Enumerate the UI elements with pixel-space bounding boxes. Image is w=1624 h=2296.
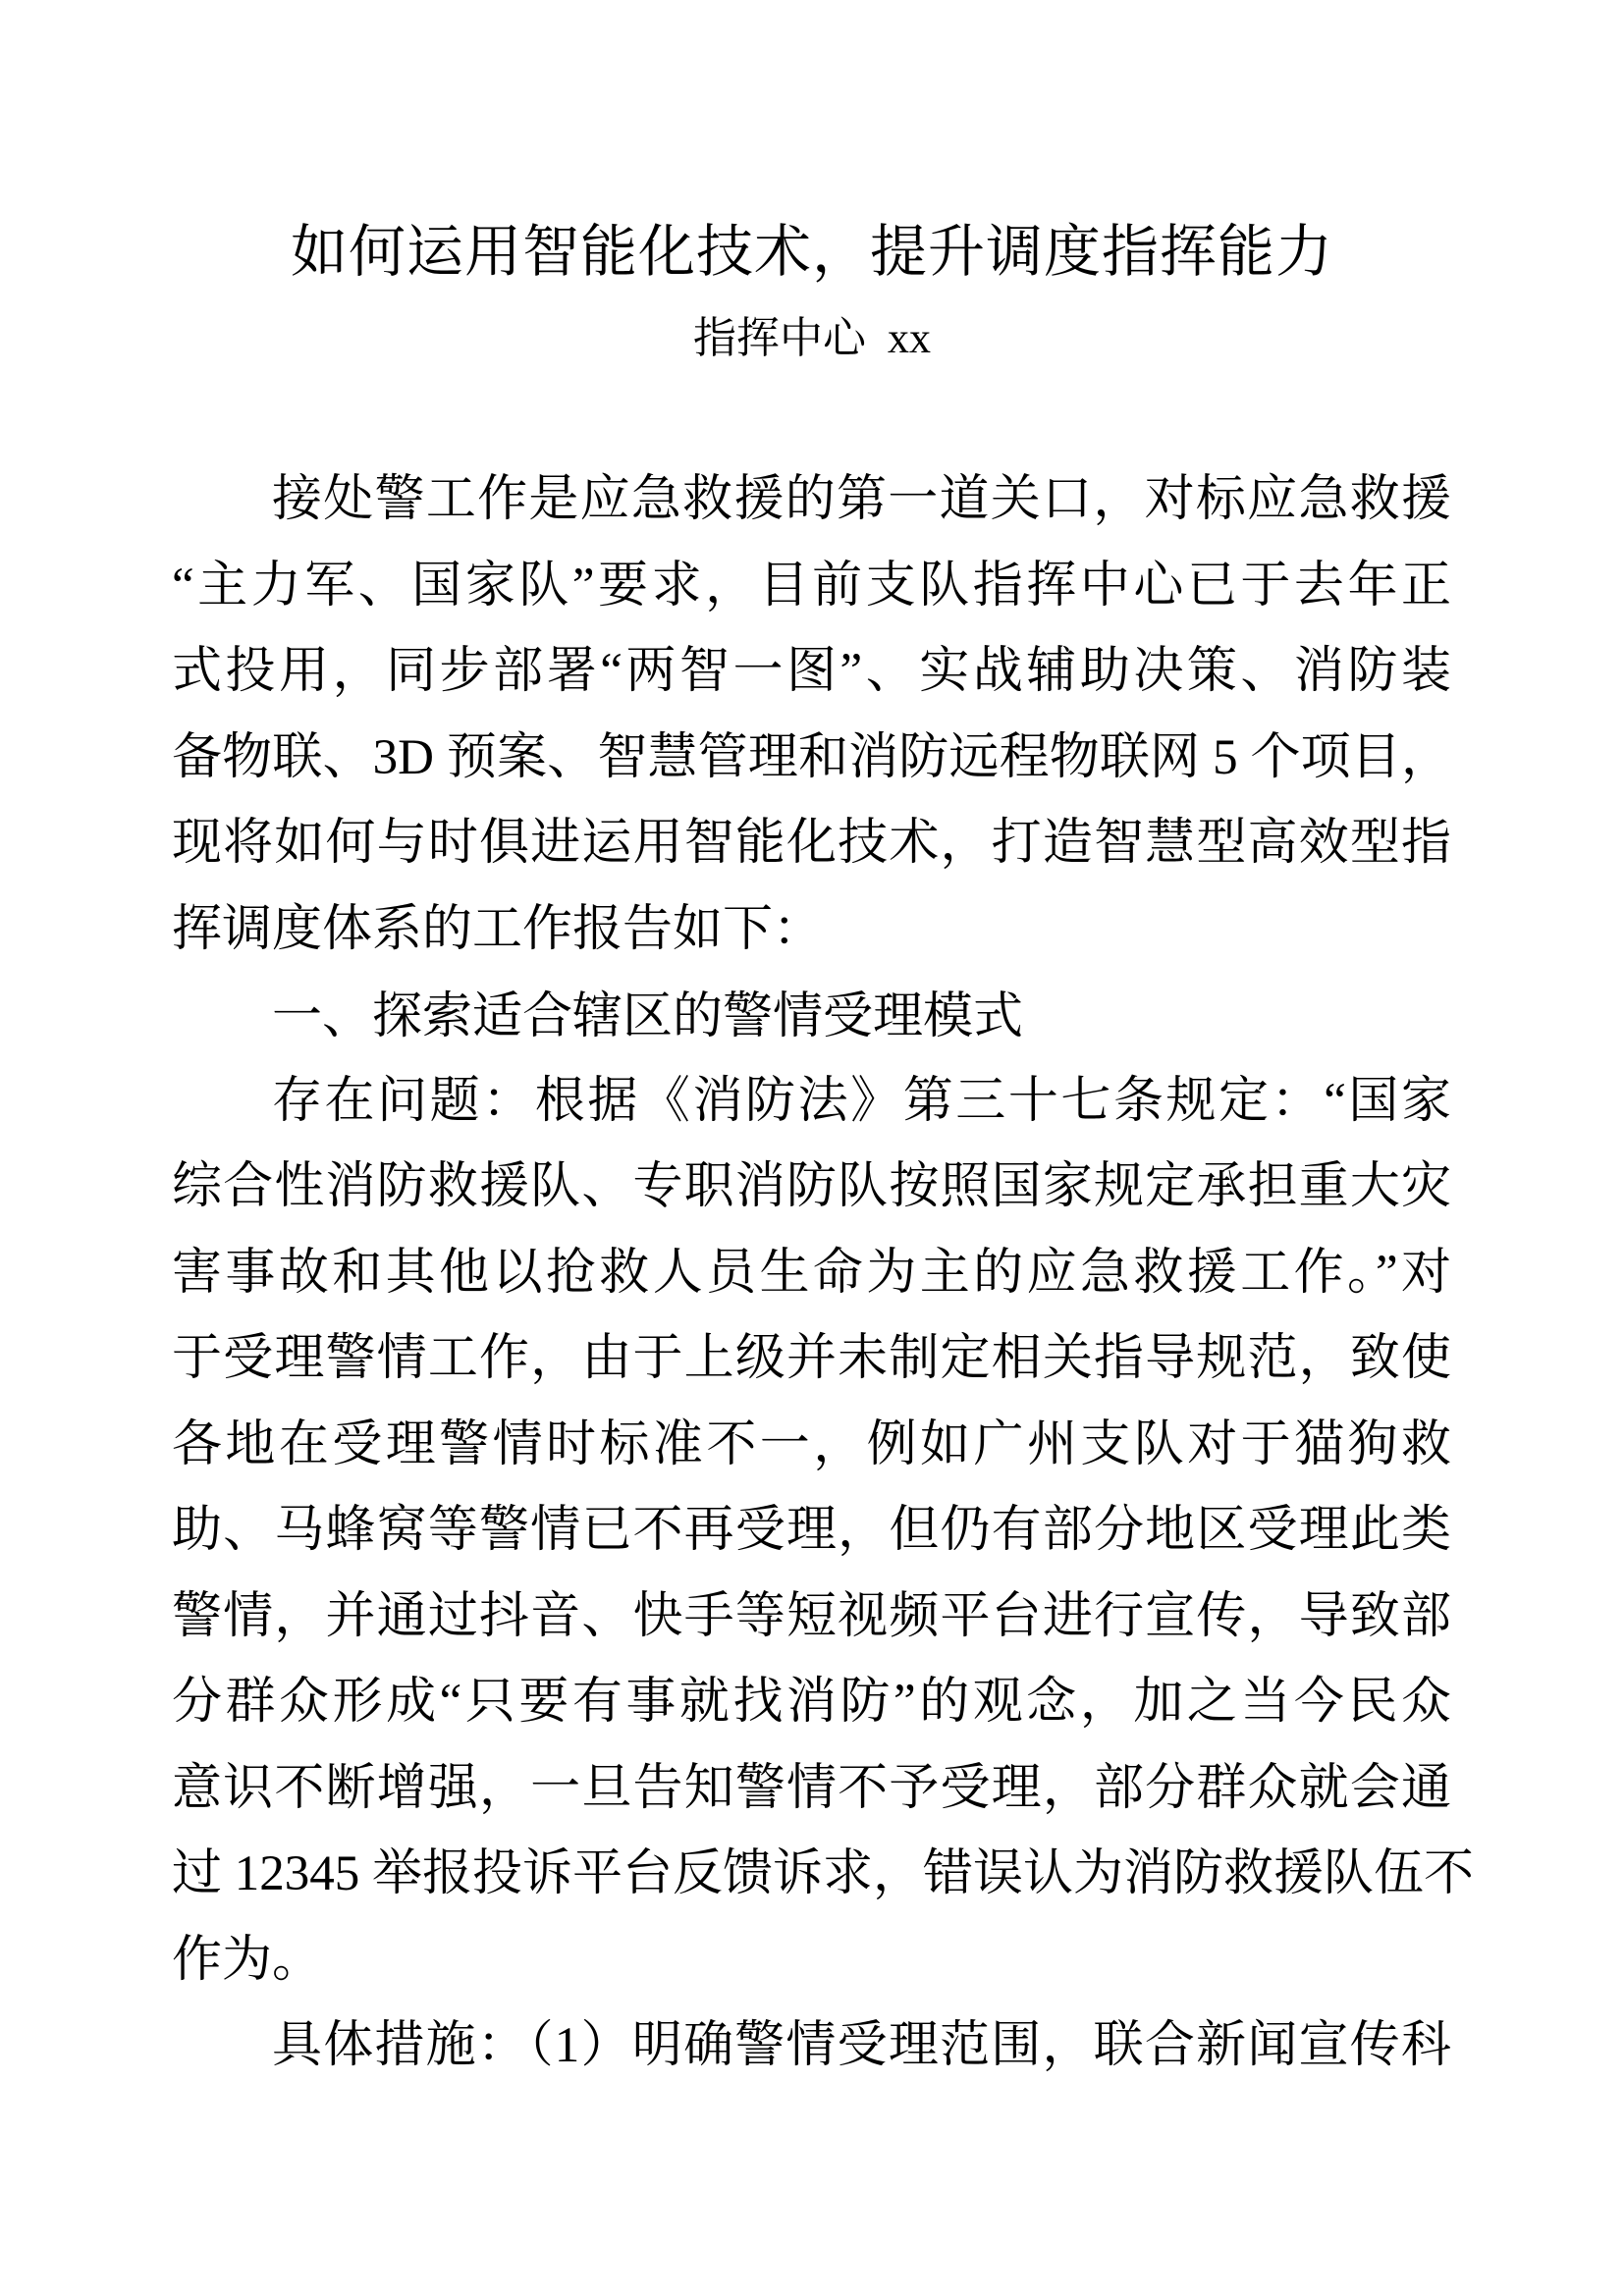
document-byline — [0, 309, 1624, 368]
text-line: 式投用，同步部署“两智一图”、实战辅助决策、消防装 — [172, 644, 1451, 699]
paragraph — [172, 2003, 1451, 2090]
text-line: 现将如何与时俱进运用智能化技术，打造智慧型高效型指 — [172, 816, 1451, 871]
text-line: 作为。 — [172, 1932, 323, 1988]
text-line: 接处警工作是应急救援的第一道关口，对标应急救援 — [272, 472, 1451, 527]
document-title: 如何运用智能化技术，提升调度指挥能力 — [290, 220, 1333, 284]
text-line: “主力军、国家队”要求，目前支队指挥中心已于去年正 — [172, 558, 1451, 614]
paragraph — [172, 457, 1451, 973]
text-line: 于受理警情工作，由于上级并未制定相关指导规范，致使 — [172, 1331, 1451, 1386]
byline-unit: 指挥中心 — [693, 314, 866, 362]
text-line: 害事故和其他以抢救人员生命为主的应急救援工作。”对 — [172, 1245, 1451, 1301]
text-line: 备物联、3D 预案、智慧管理和消防远程物联网 5 个项目， — [172, 729, 1451, 785]
text-line: 分群众形成“只要有事就找消防”的观念，加之当今民众 — [172, 1675, 1451, 1730]
document-body — [172, 457, 1475, 2090]
text-line: 助、马蜂窝等警情已不再受理，但仍有部分地区受理此类 — [172, 1503, 1451, 1558]
text-line: 挥调度体系的工作报告如下： — [172, 901, 824, 957]
text-line: 综合性消防救援队、专职消防队按照国家规定承担重大灾 — [172, 1159, 1451, 1214]
byline-author: xx — [888, 314, 931, 362]
text-line: 过 12345 举报投诉平台反馈诉求，错误认为消防救援队伍不 — [172, 1846, 1475, 1901]
section-heading — [172, 973, 1451, 1059]
paragraph — [172, 1059, 1475, 2004]
text-line: 意识不断增强，一旦告知警情不予受理，部分群众就会通 — [172, 1760, 1451, 1816]
text-line: 存在问题：根据《消防法》第三十七条规定：“国家 — [272, 1073, 1451, 1129]
text-line: 警情，并通过抖音、快手等短视频平台进行宣传，导致部 — [172, 1588, 1451, 1644]
text-line: 各地在受理警情时标准不一，例如广州支队对于猫狗救 — [172, 1416, 1451, 1472]
text-line: 具体措施：（1）明确警情受理范围，联合新闻宣传科 — [272, 2018, 1451, 2073]
text-line: 一、探索适合辖区的警情受理模式 — [272, 988, 1024, 1043]
